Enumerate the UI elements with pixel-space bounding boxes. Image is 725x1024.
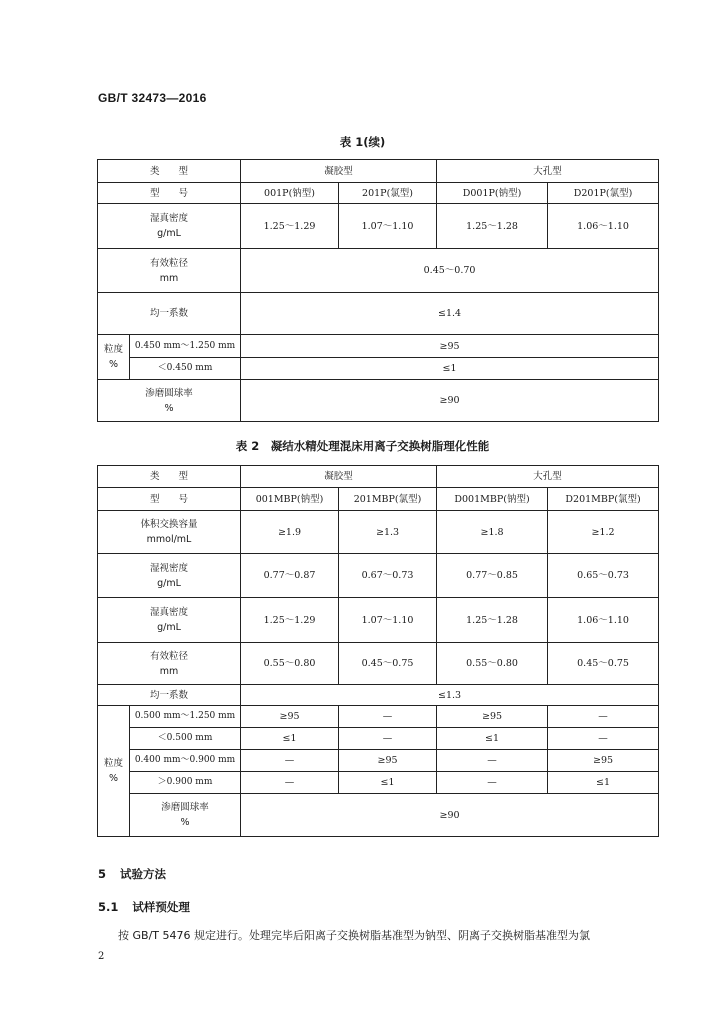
- section-title: 试验方法: [120, 867, 167, 881]
- row-unit: g/mL: [157, 622, 181, 633]
- row-label: 粒度: [103, 758, 123, 769]
- table2-volume-capacity-label: [98, 511, 241, 554]
- table2-header-model: 型 号: [98, 488, 241, 511]
- table2-abrasion-label: [130, 794, 241, 837]
- table2-cell: ≤1: [241, 728, 339, 750]
- row-label: 湿真密度: [150, 607, 189, 618]
- table2-model: 201MBP(氯型): [339, 488, 437, 511]
- table2-cell: —: [339, 706, 437, 728]
- table1-header-model: 型 号: [98, 183, 241, 204]
- section-5-1-heading: [98, 899, 190, 915]
- row-unit: %: [164, 402, 174, 414]
- table1-caption: 表 1(续): [339, 135, 386, 149]
- table2-granularity-label: [98, 706, 130, 837]
- table2-cell: 1.25～1.29: [241, 598, 339, 643]
- row-label: 有效粒径: [150, 257, 189, 269]
- table2-cell: ≤1: [548, 772, 659, 794]
- table2-cell: 0.67～0.73: [339, 554, 437, 598]
- table2-cell: 1.07～1.10: [339, 598, 437, 643]
- row-label: 有效粒径: [150, 650, 189, 662]
- table1-wet-true-density-label: [98, 204, 241, 249]
- table2-cell: 0.65～0.73: [548, 554, 659, 598]
- table2-cell: 0.77～0.87: [241, 554, 339, 598]
- row-label: 湿视密度: [150, 562, 189, 574]
- table2-cell: —: [437, 750, 548, 772]
- table1-cell: 1.07～1.10: [339, 204, 437, 249]
- section-title: 试样预处理: [132, 900, 190, 914]
- table1-cell: 1.06～1.10: [548, 204, 659, 249]
- table2-cell: —: [241, 750, 339, 772]
- table2-cell: ≤1: [437, 728, 548, 750]
- table1-effective-size-label: [98, 249, 241, 293]
- table2-cell: ≥1.9: [241, 511, 339, 554]
- table1-granularity-range: ＜0.450 mm: [130, 358, 241, 380]
- row-unit: mm: [159, 272, 179, 284]
- table2-granularity-range: ＜0.500 mm: [130, 728, 241, 750]
- row-unit: mmol/mL: [146, 534, 192, 545]
- table2-cell: ≥95: [241, 706, 339, 728]
- table1-granularity-range: 0.450 mm～1.250 mm: [130, 335, 241, 358]
- table1-group-gel: 凝胶型: [241, 160, 437, 183]
- table1-abrasion-label: [98, 380, 241, 422]
- table1-uniformity-value: ≤1.4: [241, 293, 659, 335]
- table2-uniformity-value: ≤1.3: [241, 685, 659, 706]
- table2-cell: ≥1.3: [339, 511, 437, 554]
- section-number: 5.1: [98, 900, 119, 914]
- row-unit: %: [108, 359, 119, 370]
- section-5-heading: [98, 866, 166, 882]
- table2-wet-true-density-label: [98, 598, 241, 643]
- table2-effective-size-label: [98, 643, 241, 685]
- table2-cell: 0.77～0.85: [437, 554, 548, 598]
- table2-cell: —: [437, 772, 548, 794]
- row-unit: mm: [159, 665, 179, 677]
- table2-cell: 1.06～1.10: [548, 598, 659, 643]
- table2-cell: 0.55～0.80: [437, 643, 548, 685]
- table1-abrasion-value: ≥90: [241, 380, 659, 422]
- table2-cell: ≥95: [339, 750, 437, 772]
- table1-effective-size-value: 0.45～0.70: [241, 249, 659, 293]
- table2-uniformity-label: 均一系数: [98, 685, 241, 706]
- table2-granularity-range: 0.400 mm～0.900 mm: [130, 750, 241, 772]
- table2-abrasion-value: ≥90: [241, 794, 659, 837]
- standard-code: GB/T 32473—2016: [98, 91, 207, 105]
- table2-cell: 0.55～0.80: [241, 643, 339, 685]
- table1-cell: 1.25～1.28: [437, 204, 548, 249]
- table2-cell: —: [339, 728, 437, 750]
- row-label: 体积交换容量: [140, 519, 198, 530]
- table2-cell: —: [241, 772, 339, 794]
- table1-model: D201P(氯型): [548, 183, 659, 204]
- table1-granularity-label: [98, 335, 130, 380]
- table2-caption: 表 2 凝结水精处理混床用离子交换树脂理化性能: [235, 439, 490, 453]
- table2-model: D001MBP(钠型): [437, 488, 548, 511]
- row-unit: %: [180, 817, 190, 828]
- section-number: 5: [98, 867, 107, 881]
- table2-cell: —: [548, 706, 659, 728]
- table2-cell: 0.45～0.75: [548, 643, 659, 685]
- row-unit: %: [108, 773, 119, 784]
- table2-group-macro: 大孔型: [437, 466, 659, 488]
- table2-group-gel: 凝胶型: [241, 466, 437, 488]
- table1-header-type: 类 型: [98, 160, 241, 183]
- table2-wet-apparent-density-label: [98, 554, 241, 598]
- page-number: 2: [98, 951, 105, 962]
- table2-cell: ≥1.8: [437, 511, 548, 554]
- table1-group-macro: 大孔型: [437, 160, 659, 183]
- body-paragraph: 按 GB/T 5476 规定进行。处理完毕后阳离子交换树脂基准型为钠型、阴离子交换树脂基准型为氯: [118, 929, 590, 942]
- table1-model: D001P(钠型): [437, 183, 548, 204]
- table2-cell: 0.45～0.75: [339, 643, 437, 685]
- row-label: 粒度: [103, 344, 123, 355]
- row-unit: g/mL: [157, 577, 181, 589]
- table2-cell: —: [548, 728, 659, 750]
- table1-cell: 1.25～1.29: [241, 204, 339, 249]
- table1-uniformity-label: 均一系数: [98, 293, 241, 335]
- table2-cell: ≥1.2: [548, 511, 659, 554]
- table2-cell: ≤1: [339, 772, 437, 794]
- row-label: 渗磨圆球率: [161, 802, 209, 813]
- row-unit: g/mL: [157, 228, 181, 239]
- table1-model: 201P(氯型): [339, 183, 437, 204]
- row-label: 湿真密度: [150, 213, 189, 224]
- table2-model: 001MBP(钠型): [241, 488, 339, 511]
- table2-granularity-range: 0.500 mm～1.250 mm: [130, 706, 241, 728]
- table2-cell: 1.25～1.28: [437, 598, 548, 643]
- table1-granularity-value: ≤1: [241, 358, 659, 380]
- table2-cell: ≥95: [548, 750, 659, 772]
- table1-granularity-value: ≥95: [241, 335, 659, 358]
- table2-cell: ≥95: [437, 706, 548, 728]
- row-label: 渗磨圆球率: [145, 387, 193, 399]
- table1: [97, 159, 659, 422]
- table2-header-type: 类 型: [98, 466, 241, 488]
- table2-model: D201MBP(氯型): [548, 488, 659, 511]
- table1-model: 001P(钠型): [241, 183, 339, 204]
- table2-granularity-range: ＞0.900 mm: [130, 772, 241, 794]
- table2: [97, 465, 659, 837]
